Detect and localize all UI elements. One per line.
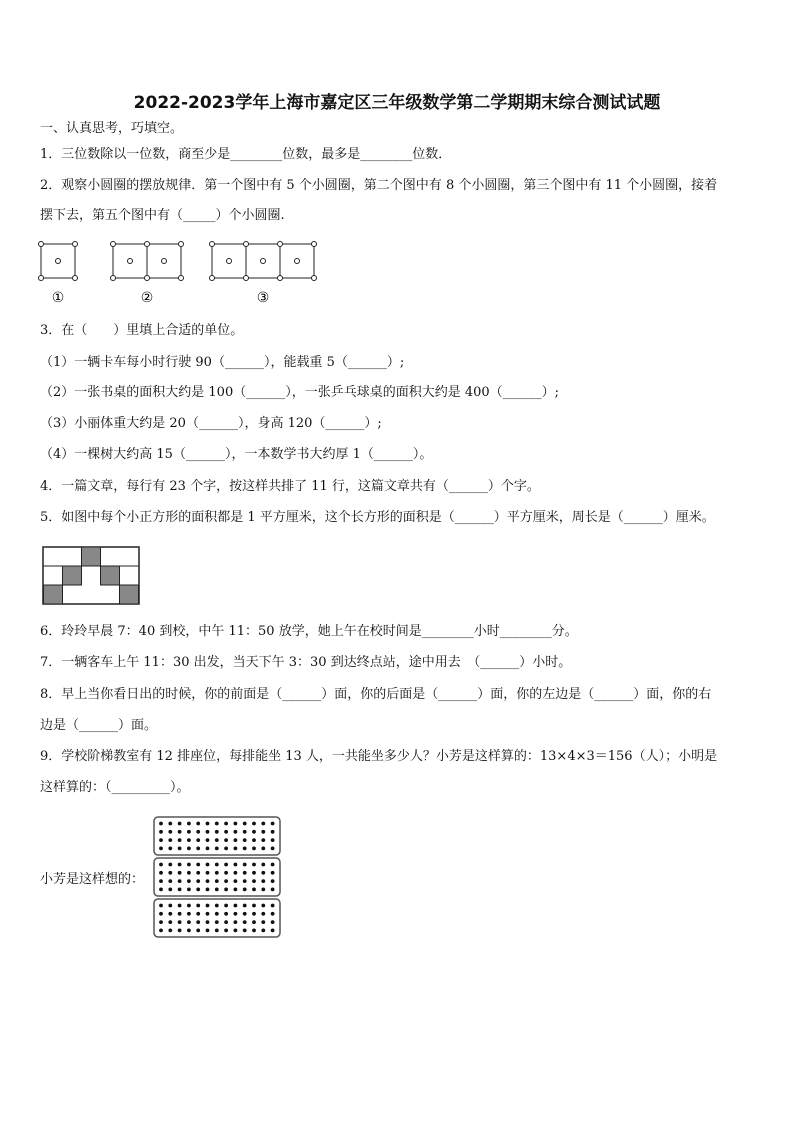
seat-dot xyxy=(271,871,275,875)
seat-dot xyxy=(271,920,275,924)
question-3: 3．在（ ）里填上合适的单位。 xyxy=(40,323,244,338)
seat-dot xyxy=(243,879,247,883)
seat-dot xyxy=(215,830,219,834)
seat-dot xyxy=(261,863,265,867)
seat-dot xyxy=(243,888,247,892)
seat-dot xyxy=(234,830,238,834)
question-7: 7．一辆客车上午 11：30 出发，当天下午 3：30 到达终点站，途中用去 （______）小时。 xyxy=(40,655,572,670)
seat-dot xyxy=(261,822,265,826)
pattern-circle xyxy=(56,259,61,264)
question-3-part-4: （4）一棵树大约高 15（______），一本数学书大约厚 1（______）。 xyxy=(40,447,433,462)
seat-dot xyxy=(178,871,182,875)
seat-dot xyxy=(215,904,219,908)
seat-dot xyxy=(252,830,256,834)
seat-dot xyxy=(206,912,210,916)
seat-dot xyxy=(252,871,256,875)
seat-dot xyxy=(159,888,163,892)
seat-dot xyxy=(271,879,275,883)
seat-dot xyxy=(215,929,219,933)
seat-dot xyxy=(271,912,275,916)
pattern-circle xyxy=(111,242,116,247)
seat-dot xyxy=(243,847,247,851)
seat-dot xyxy=(271,830,275,834)
seat-dot xyxy=(187,888,191,892)
seat-dot xyxy=(196,871,200,875)
pattern-circle xyxy=(312,242,317,247)
seat-dot xyxy=(187,904,191,908)
seat-dot xyxy=(178,830,182,834)
seat-dot xyxy=(261,838,265,842)
seat-dot xyxy=(243,904,247,908)
seat-dot xyxy=(215,838,219,842)
seat-dot xyxy=(168,847,172,851)
seat-dot xyxy=(224,822,228,826)
seat-dot xyxy=(224,847,228,851)
seat-dot xyxy=(159,912,163,916)
seat-dot xyxy=(168,920,172,924)
pattern-circle xyxy=(111,276,116,281)
seat-dot xyxy=(206,830,210,834)
seat-dot xyxy=(215,888,219,892)
seat-dot xyxy=(243,822,247,826)
question-8-line-2: 边是（______）面。 xyxy=(40,718,158,733)
seat-dot xyxy=(224,920,228,924)
seat-dot xyxy=(252,912,256,916)
question-9-caption: 小芳是这样想的： xyxy=(40,872,145,887)
seat-dot xyxy=(215,847,219,851)
page-title: 2022-2023学年上海市嘉定区三年级数学第二学期期末综合测试试题 xyxy=(133,93,661,113)
seat-dot xyxy=(178,847,182,851)
pattern-circle xyxy=(73,242,78,247)
question-9-line-1: 9．学校阶梯教室有 12 排座位，每排能坐 13 人，一共能坐多少人？小芳是这样算的：13×4×3＝156（人）；小明是 xyxy=(40,749,718,764)
seat-dot xyxy=(252,904,256,908)
seat-dot xyxy=(243,912,247,916)
pattern-circle xyxy=(162,259,167,264)
seat-dot xyxy=(178,888,182,892)
seat-dot xyxy=(196,904,200,908)
seat-dot xyxy=(271,888,275,892)
seat-dot xyxy=(271,847,275,851)
shaded-square xyxy=(63,566,82,585)
question-3-part-3: （3）小丽体重大约是 20（______），身高 120（______）; xyxy=(40,416,382,431)
seat-dot xyxy=(243,863,247,867)
seat-dot xyxy=(159,871,163,875)
seat-dot xyxy=(215,879,219,883)
seat-dot xyxy=(252,888,256,892)
seat-dot xyxy=(159,920,163,924)
seat-dot xyxy=(261,888,265,892)
pattern-circle xyxy=(73,276,78,281)
figure-label-3: ③ xyxy=(256,290,270,306)
seat-dot xyxy=(187,912,191,916)
pattern-circle xyxy=(227,259,232,264)
seat-dot xyxy=(196,912,200,916)
seat-dot xyxy=(196,920,200,924)
seat-dot xyxy=(261,904,265,908)
seat-dot xyxy=(206,929,210,933)
seat-dot xyxy=(234,904,238,908)
seat-dot xyxy=(178,912,182,916)
seat-dot xyxy=(178,920,182,924)
seat-dot xyxy=(252,863,256,867)
shaded-square xyxy=(82,547,101,566)
seat-dot xyxy=(196,830,200,834)
seat-dot xyxy=(234,912,238,916)
seat-dot xyxy=(271,822,275,826)
seat-dot xyxy=(215,912,219,916)
seat-dot xyxy=(187,929,191,933)
seat-dot xyxy=(261,929,265,933)
pattern-circle xyxy=(145,242,150,247)
seat-dot xyxy=(168,879,172,883)
seat-dot xyxy=(206,920,210,924)
pattern-circle xyxy=(39,276,44,281)
question-8-line-1: 8．早上当你看日出的时候，你的前面是（______）面，你的后面是（______）面，你的左边是（______）面，你的右 xyxy=(40,687,712,702)
seat-dot xyxy=(243,920,247,924)
seat-dot xyxy=(178,822,182,826)
question-4: 4．一篇文章，每行有 23 个字，按这样共排了 11 行，这篇文章共有（______）个字。 xyxy=(40,479,540,494)
seat-dot xyxy=(252,879,256,883)
seat-dot xyxy=(206,847,210,851)
seat-dot xyxy=(159,822,163,826)
seat-dot xyxy=(252,822,256,826)
pattern-circle xyxy=(210,276,215,281)
seat-dot xyxy=(224,871,228,875)
seat-dot xyxy=(224,904,228,908)
figure-label-2: ② xyxy=(140,290,154,306)
seat-dot xyxy=(168,904,172,908)
seat-dot xyxy=(234,888,238,892)
seat-dot xyxy=(187,847,191,851)
seat-dot xyxy=(187,879,191,883)
seat-dot xyxy=(159,929,163,933)
seat-dot xyxy=(187,920,191,924)
seat-dot xyxy=(261,847,265,851)
seat-dot xyxy=(159,904,163,908)
seat-dot xyxy=(206,838,210,842)
seat-dot xyxy=(168,863,172,867)
seat-dot xyxy=(215,871,219,875)
question-3-part-1: （1）一辆卡车每小时行驶 90（______），能载重 5（______）; xyxy=(40,355,405,370)
seat-dot xyxy=(178,838,182,842)
seat-dot xyxy=(224,879,228,883)
pattern-circle xyxy=(39,242,44,247)
question-2-line-2: 摆下去，第五个图中有（_____）个小圆圈. xyxy=(40,208,285,223)
seat-dot xyxy=(168,912,172,916)
question-2-line-1: 2．观察小圆圈的摆放规律．第一个图中有 5 个小圆圈，第二个图中有 8 个小圆圈，第三个图中有 11 个小圆圈，接着 xyxy=(40,178,718,193)
seat-dot xyxy=(206,871,210,875)
seat-dot xyxy=(168,822,172,826)
seat-dot xyxy=(206,822,210,826)
seat-dot xyxy=(215,863,219,867)
seat-dot xyxy=(168,838,172,842)
seat-dot xyxy=(224,830,228,834)
pattern-circle xyxy=(312,276,317,281)
seat-dot xyxy=(178,929,182,933)
seat-dot xyxy=(215,822,219,826)
seat-dot xyxy=(178,863,182,867)
seat-dot xyxy=(271,929,275,933)
seat-dot xyxy=(252,920,256,924)
seat-dot xyxy=(224,863,228,867)
seat-dot xyxy=(243,830,247,834)
seat-dot xyxy=(178,879,182,883)
seat-dot xyxy=(196,929,200,933)
pattern-circle xyxy=(128,259,133,264)
seat-dot xyxy=(234,879,238,883)
seat-dot xyxy=(224,929,228,933)
seat-dot xyxy=(234,920,238,924)
seat-dot xyxy=(196,863,200,867)
seat-dot xyxy=(215,920,219,924)
pattern-circle xyxy=(278,242,283,247)
question-9-line-2: 这样算的：（_________）。 xyxy=(40,780,190,795)
seat-dot xyxy=(243,838,247,842)
seat-dot xyxy=(271,863,275,867)
pattern-circle xyxy=(295,259,300,264)
seat-dot-grids xyxy=(152,815,282,941)
question-1: 1．三位数除以一位数，商至少是________位数，最多是________位数． xyxy=(40,147,452,162)
seat-dot xyxy=(206,863,210,867)
seat-dot xyxy=(196,879,200,883)
seat-dot xyxy=(187,830,191,834)
circle-pattern-figure xyxy=(34,236,334,308)
seat-dot xyxy=(196,822,200,826)
question-3-part-2: （2）一张书桌的面积大约是 100（______），一张乒乓球桌的面积大约是 400（______）; xyxy=(40,385,560,400)
seat-dot xyxy=(159,863,163,867)
seat-dot xyxy=(159,830,163,834)
question-6: 6．玲玲早晨 7：40 到校，中午 11：50 放学，她上午在校时间是________小时________分。 xyxy=(40,624,578,639)
seat-dot xyxy=(178,904,182,908)
shaded-square xyxy=(44,585,63,604)
seat-dot xyxy=(206,904,210,908)
pattern-circle xyxy=(179,242,184,247)
section-heading: 一、认真思考，巧填空。 xyxy=(40,121,184,136)
pattern-circle xyxy=(210,242,215,247)
seat-dot xyxy=(234,863,238,867)
pattern-circle xyxy=(244,276,249,281)
seat-dot xyxy=(159,847,163,851)
seat-dot xyxy=(234,871,238,875)
shaded-square xyxy=(120,585,139,604)
seat-dot xyxy=(159,838,163,842)
pattern-circle xyxy=(278,276,283,281)
seat-dot xyxy=(159,879,163,883)
figure-label-1: ① xyxy=(51,290,65,306)
seat-dot xyxy=(252,847,256,851)
seat-dot xyxy=(261,920,265,924)
seat-dot xyxy=(206,879,210,883)
seat-dot xyxy=(168,871,172,875)
seat-dot xyxy=(224,888,228,892)
seat-dot xyxy=(243,929,247,933)
seat-dot xyxy=(252,838,256,842)
seat-dot xyxy=(261,912,265,916)
seat-dot xyxy=(261,871,265,875)
seat-dot xyxy=(234,929,238,933)
seat-dot xyxy=(234,847,238,851)
shaded-square xyxy=(101,566,120,585)
seat-dot xyxy=(224,912,228,916)
pattern-circle xyxy=(261,259,266,264)
seat-dot xyxy=(187,822,191,826)
seat-dot xyxy=(252,929,256,933)
seat-dot xyxy=(187,863,191,867)
seat-dot xyxy=(261,879,265,883)
seat-dot xyxy=(187,871,191,875)
seat-dot xyxy=(168,929,172,933)
pattern-circle xyxy=(145,276,150,281)
rectangle-squares-figure xyxy=(42,546,142,606)
seat-dot xyxy=(243,871,247,875)
question-5: 5．如图中每个小正方形的面积都是 1 平方厘米，这个长方形的面积是（______）平方厘米，周长是（______）厘米。 xyxy=(40,510,715,525)
seat-dot xyxy=(234,822,238,826)
seat-dot xyxy=(224,838,228,842)
seat-dot xyxy=(271,838,275,842)
seat-dot xyxy=(196,888,200,892)
pattern-circle xyxy=(244,242,249,247)
seat-dot xyxy=(234,838,238,842)
seat-dot xyxy=(196,847,200,851)
seat-dot xyxy=(168,888,172,892)
seat-dot xyxy=(261,830,265,834)
pattern-circle xyxy=(179,276,184,281)
seat-dot xyxy=(196,838,200,842)
seat-dot xyxy=(187,838,191,842)
seat-dot xyxy=(271,904,275,908)
seat-dot xyxy=(206,888,210,892)
seat-dot xyxy=(168,830,172,834)
